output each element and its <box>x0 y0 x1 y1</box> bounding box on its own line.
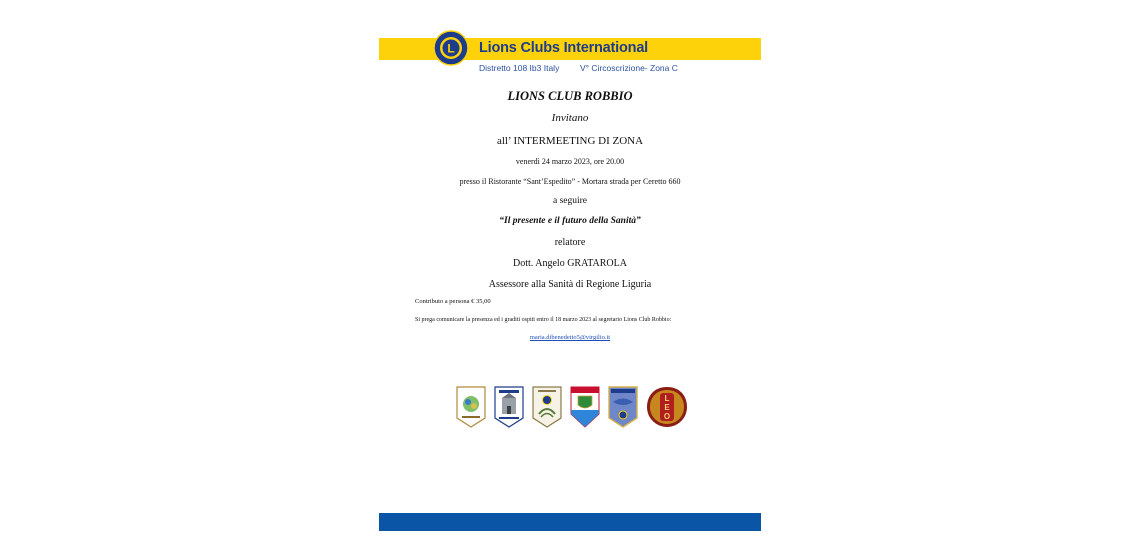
contribution-note: Contributo a persona € 35,00 <box>415 298 491 305</box>
svg-text:L: L <box>664 394 670 403</box>
talk-topic: “Il presente e il futuro della Sanità” <box>499 216 641 226</box>
footer-blue-band <box>379 513 761 531</box>
speaker-label: relatore <box>554 237 586 248</box>
club-banner-icon <box>532 386 562 428</box>
invitation-page <box>379 0 761 540</box>
speaker-name: Dott. Angelo GRATAROLA <box>513 258 627 269</box>
speaker-role: Assessore alla Sanità di Regione Liguria <box>488 279 652 290</box>
contact-email-link[interactable]: maria.dibenedetto5@virgilio.it <box>529 334 611 341</box>
lions-club-banner-icon <box>608 386 638 428</box>
svg-text:E: E <box>664 403 670 412</box>
svg-text:L: L <box>447 41 455 56</box>
event-venue: presso il Ristorante “Sant’Espedito” - Mortara strada per Ceretto 660 <box>459 177 681 186</box>
rsvp-note: Si prega comunicare la presenza ed i graditi ospiti entro il 18 marzo 2023 al segretario Lions Club Robbio: <box>415 317 672 323</box>
club-name: LIONS CLUB ROBBIO <box>507 89 633 103</box>
then-label: a seguire <box>552 196 588 206</box>
event-date: venerdì 24 marzo 2023, ore 20.00 <box>515 157 625 166</box>
lions-emblem-icon <box>433 30 469 66</box>
club-banner-icon <box>570 386 600 428</box>
district-label: Distretto 108 Ib3 Italy <box>479 63 560 73</box>
leo-club-logo-icon <box>646 386 688 428</box>
contact-email-row <box>379 334 761 341</box>
circoscrizione-label: V° Circoscrizione- Zona C <box>580 63 678 73</box>
club-banner-icon <box>494 386 524 428</box>
club-banners-row <box>456 386 688 432</box>
invite-verb: Invitano <box>551 112 589 124</box>
svg-text:O: O <box>663 412 671 421</box>
club-banner-icon <box>456 386 486 428</box>
brand-title: Lions Clubs International <box>479 40 649 56</box>
event-title: all’ INTERMEETING DI ZONA <box>496 135 644 147</box>
